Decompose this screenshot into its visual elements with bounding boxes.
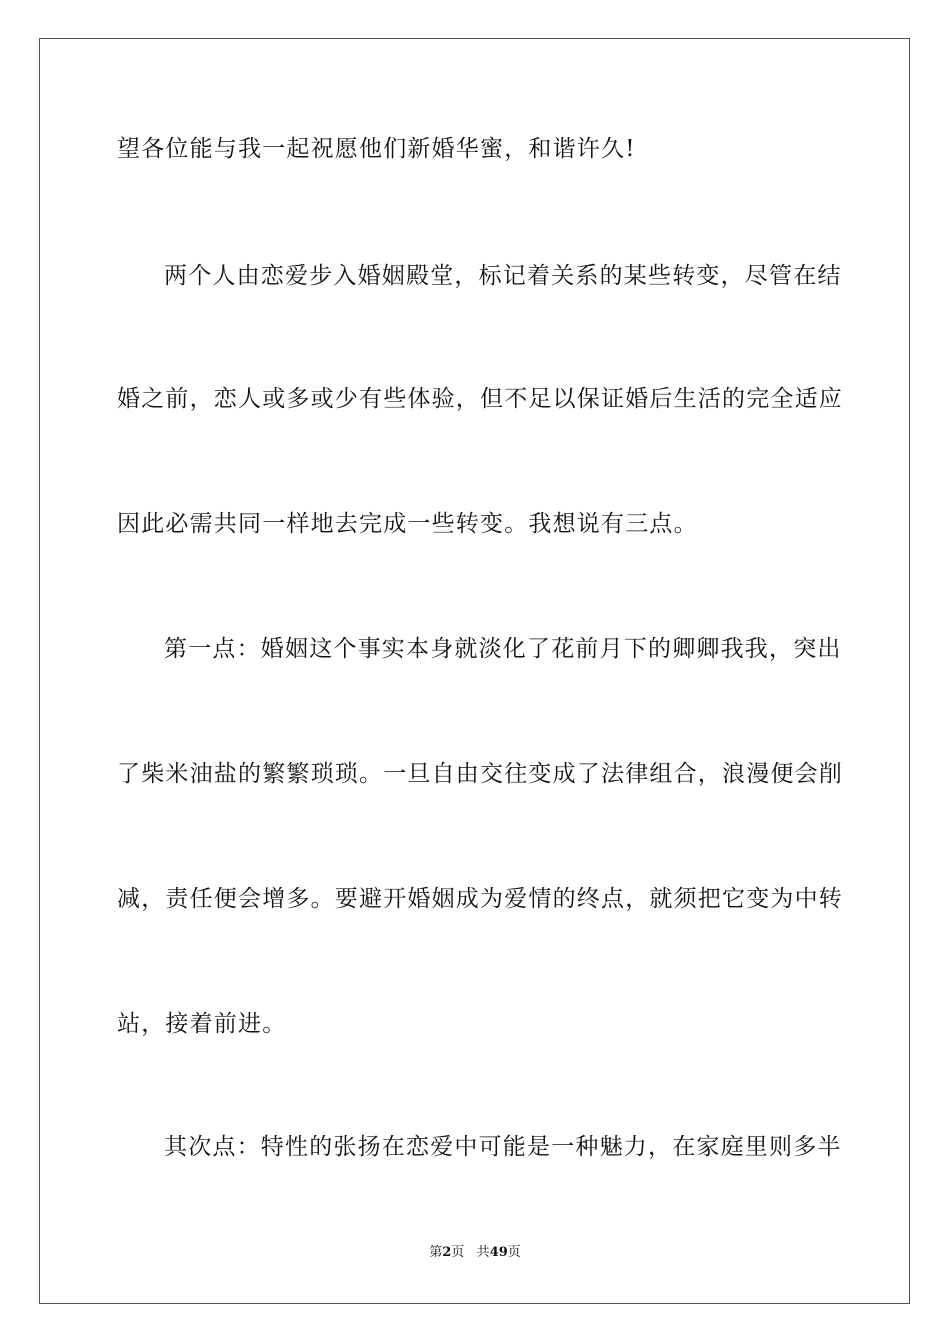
page-footer	[0, 1244, 950, 1262]
text-line-1: 望各位能与我一起祝愿他们新婚华蜜，和谐许久!	[117, 136, 636, 162]
total-suffix: 页	[507, 1245, 521, 1260]
text-line-9: 其次点：特性的张扬在恋爱中可能是一种魅力，在家庭里则多半	[164, 1134, 842, 1160]
text-line-2: 两个人由恋爱步入婚姻殿堂，标记着关系的某些转变，尽管在结	[164, 263, 842, 289]
total-pages: 49	[489, 1245, 508, 1260]
page-number: 2	[442, 1245, 452, 1260]
total-prefix: 共	[476, 1245, 490, 1260]
page-prefix: 第	[429, 1245, 443, 1260]
text-line-8: 站，接着前进。	[117, 1011, 287, 1037]
text-line-4: 因此必需共同一样地去完成一些转变。我想说有三点。	[117, 511, 698, 537]
page-suffix: 页	[451, 1245, 465, 1260]
text-line-5: 第一点：婚姻这个事实本身就淡化了花前月下的卿卿我我，突出	[164, 636, 842, 662]
page-frame	[39, 38, 910, 1304]
text-line-6: 了柴米油盐的繁繁琐琐。一旦自由交往变成了法律组合，浪漫便会削	[117, 761, 843, 787]
text-line-7: 减，责任便会增多。要避开婚姻成为爱情的终点，就须把它变为中转	[117, 886, 843, 912]
text-line-3: 婚之前，恋人或多或少有些体验，但不足以保证婚后生活的完全适应	[117, 386, 843, 412]
